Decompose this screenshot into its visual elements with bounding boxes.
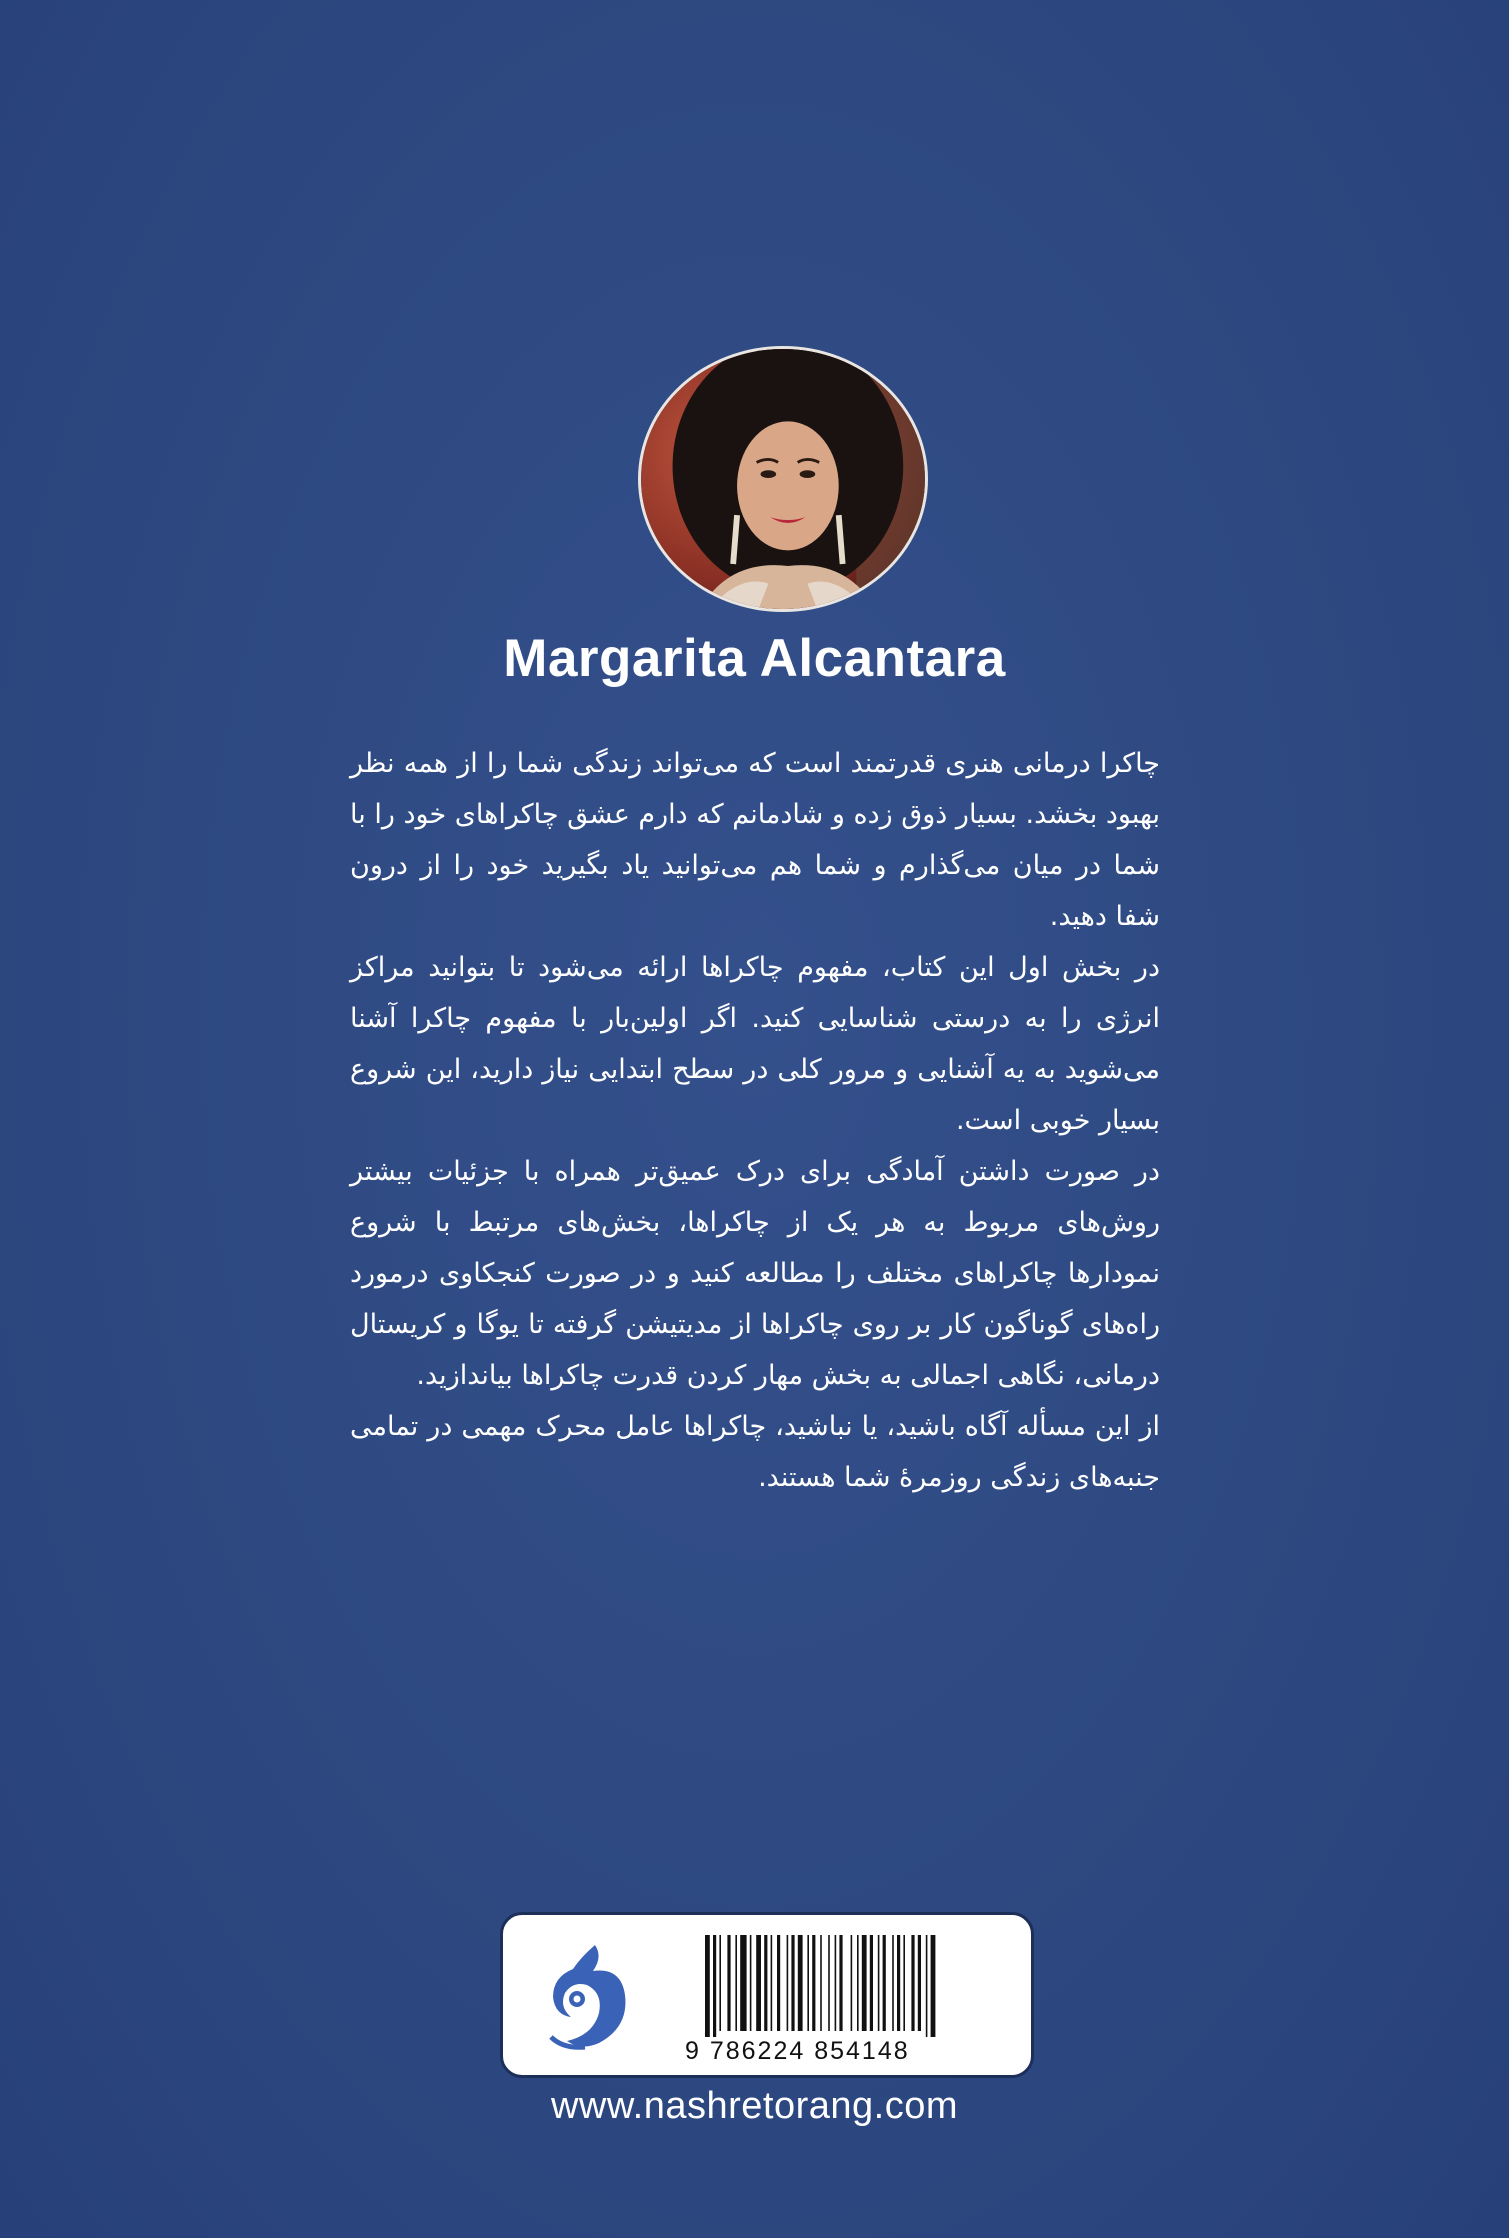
author-photo: [638, 346, 928, 612]
book-description: [350, 738, 1160, 1503]
peacock-logo-icon: [533, 1937, 643, 2057]
description-paragraph: چاکرا درمانی هنری قدرتمند است که می‌تواند زندگی شما را از همه نظر بهبود بخشد. بسیار ذوق زده و شادمانم که دارم عشق چاکراهای خود را با شما در میان می‌گذارم و شما هم می‌توانید یاد بگیرید خود را از درون شفا دهید.: [350, 748, 1160, 932]
description-paragraph: در بخش اول این کتاب، مفهوم چاکراها ارائه می‌شود تا بتوانید مراکز انرژی را به درستی شناسایی کنید. اگر اولین‌بار با مفهوم چاکرا آشنا می‌شوید به یه آشنایی و مرور کلی در سطح ابتدایی نیاز دارید، این شروع بسیار خوبی است.: [350, 952, 1160, 1136]
author-name: Margarita Alcantara: [503, 629, 1006, 688]
isbn-number: 9 786224 854148: [685, 2037, 910, 2065]
publisher-website: www.nashretorang.com: [550, 2085, 959, 2127]
barcode-panel: [500, 1912, 1034, 2078]
description-paragraph: در صورت داشتن آمادگی برای درک عمیق‌تر همراه با جزئیات بیشتر روش‌های مربوط به هر یک از چاکراها، بخش‌های مرتبط با شروع نمودارها چاکراهای مختلف را مطالعه کنید و در صورت کنجکاوی درمورد راه‌های گوناگون کار بر روی چاکراها از مدیتیشن گرفته تا یوگا و کریستال درمانی، نگاهی اجمالی به بخش مهار کردن قدرت چاکراها بیاندازید.: [350, 1156, 1160, 1391]
barcode: [703, 1935, 993, 2037]
description-paragraph: از این مسأله آگاه باشید، یا نباشید، چاکراها عامل محرک مهمی در تمامی جنبه‌های زندگی روزمرهٔ شما هستند.: [350, 1411, 1160, 1493]
